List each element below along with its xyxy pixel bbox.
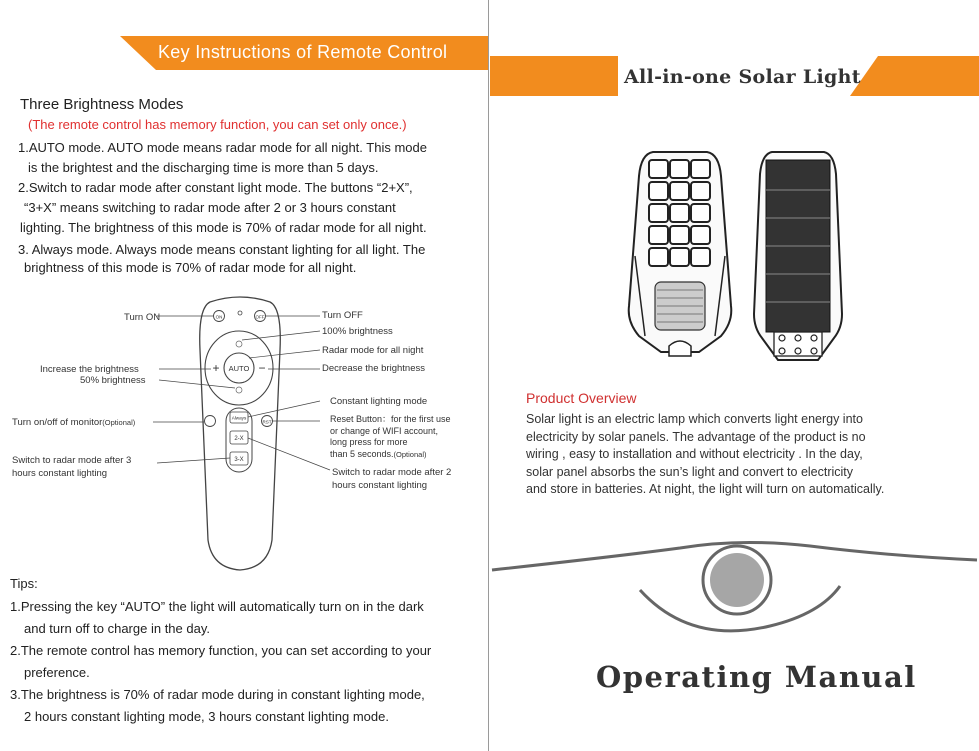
- label-half-brightness: 50% brightness: [80, 375, 146, 386]
- label-constant-lighting: Constant lighting mode: [330, 396, 428, 407]
- label-turn-off: Turn OFF: [322, 310, 363, 321]
- tip-line: 3.The brightness is 70% of radar mode during in constant lighting mode,: [10, 687, 425, 702]
- rst-button-label: RST: [262, 419, 272, 425]
- always-button-label: Always: [231, 415, 247, 421]
- tip-line: 2 hours constant lighting mode, 3 hours constant lighting mode.: [24, 709, 389, 724]
- mode-line: 2.Switch to radar mode after constant light mode. The buttons “2+X”,: [18, 180, 413, 195]
- solar-light-front-image: [625, 146, 735, 362]
- label-decrease: Decrease the brightness: [322, 363, 425, 374]
- label-switch-2h: Switch to radar mode after 2 hours constant lighting: [332, 467, 452, 491]
- eye-logo-graphic: [490, 520, 979, 640]
- plus-button: +: [212, 361, 220, 375]
- label-radar-all-night: Radar mode for all night: [322, 345, 424, 356]
- tip-line: preference.: [24, 665, 90, 680]
- mode-line: “3+X” means switching to radar mode after 2 or 3 hours constant: [24, 200, 396, 215]
- sun-half-icon: [236, 387, 242, 393]
- label-increase: Increase the brightness: [40, 364, 139, 375]
- minus-button: −: [258, 361, 266, 375]
- label-turn-on: Turn ON: [124, 312, 161, 323]
- sun-full-icon: [236, 341, 242, 347]
- product-overview-title: Product Overview: [526, 390, 637, 406]
- mode-line: lighting. The brightness of this mode is 70% of radar mode for all night.: [20, 220, 427, 235]
- modes-heading: Three Brightness Modes: [20, 96, 184, 113]
- off-button-label: OFF: [255, 314, 265, 320]
- page-divider: [488, 0, 489, 751]
- mode-line: 3. Always mode. Always mode means constant lighting for all light. The: [18, 242, 426, 257]
- label-monitor: Turn on/off of monitor(Optional): [12, 417, 136, 428]
- mode-line: 1.AUTO mode. AUTO mode means radar mode for all night. This mode: [18, 140, 427, 155]
- operating-manual-title: Operating Manual: [596, 660, 917, 694]
- mode-line: brightness of this mode is 70% of radar mode for all night.: [24, 260, 357, 275]
- two-x-button-label: 2-X: [234, 436, 244, 442]
- on-button-label: ON: [215, 314, 223, 320]
- tip-line: 2.The remote control has memory function, you can set according to your: [10, 643, 432, 658]
- product-overview-text: Solar light is an electric lamp which converts light energy into electricity by solar panels. The advantage of the product is no wiring , easy to installation and without electricity . In the day, solar panel absorbs the sun’s light and convert to electricity and store in batteries. At night, the light will turn on automatically.: [526, 412, 885, 496]
- left-banner-title: Key Instructions of Remote Control: [158, 42, 448, 62]
- monitor-button: [205, 416, 216, 427]
- label-reset: Reset Button：for the first use or change of WIFI account, long press for more than 5 seconds.(Optional): [330, 414, 451, 459]
- auto-button-label: AUTO: [228, 364, 250, 373]
- mode-line: is the brightest and the discharging time is more than 5 days.: [28, 160, 379, 175]
- memory-note: (The remote control has memory function, you can set only once.): [28, 117, 407, 132]
- right-banner-title: All-in-one Solar Light: [624, 66, 861, 88]
- three-x-button-label: 3-X: [234, 457, 244, 463]
- label-full-brightness: 100% brightness: [322, 326, 393, 337]
- indicator-led: [238, 311, 242, 315]
- label-switch-3h: Switch to radar mode after 3 hours constant lighting: [12, 455, 132, 479]
- tip-line: 1.Pressing the key “AUTO” the light will automatically turn on in the dark: [10, 599, 424, 614]
- tips-heading: Tips:: [10, 576, 38, 591]
- remote-body: [200, 297, 281, 570]
- tip-line: and turn off to charge in the day.: [24, 621, 210, 636]
- solar-light-back-image: [752, 148, 844, 366]
